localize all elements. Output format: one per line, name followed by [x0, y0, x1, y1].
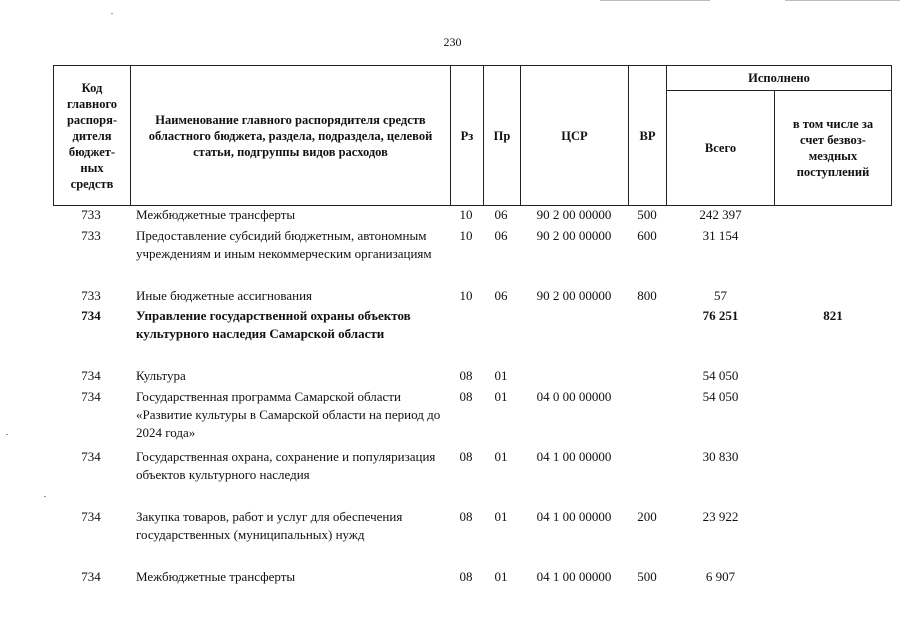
- cell-total: 31 154: [702, 228, 739, 243]
- cell-rz: 10: [459, 288, 473, 303]
- cell-rz: 08: [459, 569, 473, 584]
- header-rz: Рз: [450, 65, 484, 206]
- header-executed: Исполнено: [666, 65, 892, 91]
- cell-code: 733: [81, 207, 101, 222]
- cell-code: 734: [81, 569, 101, 584]
- header-total: Всего: [666, 90, 775, 206]
- cell-pr: 01: [494, 509, 508, 524]
- cell-pr: 01: [494, 569, 508, 584]
- header-csr: ЦСР: [520, 65, 629, 206]
- scan-speck: [6, 434, 8, 435]
- cell-pr: 01: [494, 389, 508, 404]
- cell-code: 734: [81, 389, 101, 404]
- cell-code: 734: [81, 368, 101, 383]
- scan-speck: [44, 496, 46, 497]
- cell-rz: 08: [459, 389, 473, 404]
- cell-vr: 200: [637, 509, 657, 524]
- header-code: Код главного распоря-дителя бюджет-ных средств: [53, 65, 131, 206]
- cell-code: 734: [81, 308, 101, 323]
- cell-free: 821: [823, 308, 843, 323]
- cell-code: 733: [81, 228, 101, 243]
- cell-pr: 06: [494, 207, 508, 222]
- cell-pr: 06: [494, 228, 508, 243]
- cell-name: Межбюджетные трансферты: [136, 569, 296, 584]
- cell-csr: 04 1 00 00000: [536, 449, 612, 464]
- cell-rz: 08: [459, 368, 473, 383]
- cell-rz: 10: [459, 207, 473, 222]
- cell-code: 733: [81, 288, 101, 303]
- cell-pr: 06: [494, 288, 508, 303]
- cell-pr: 01: [494, 449, 508, 464]
- cell-vr: 500: [637, 569, 657, 584]
- cell-name: Иные бюджетные ассигнования: [136, 288, 313, 303]
- cell-csr: 90 2 00 00000: [536, 288, 612, 303]
- cell-csr: 04 0 00 00000: [536, 389, 612, 404]
- cell-csr: 04 1 00 00000: [536, 509, 612, 524]
- cell-total: 54 050: [702, 368, 739, 383]
- cell-rz: 10: [459, 228, 473, 243]
- cell-pr: 01: [494, 368, 508, 383]
- cell-vr: 500: [637, 207, 657, 222]
- header-pr: Пр: [483, 65, 521, 206]
- scan-speck: [111, 13, 113, 14]
- cell-name: Закупка товаров, работ и услуг для обеспечения государственных (муниципальных) нужд: [136, 509, 403, 542]
- cell-csr: 04 1 00 00000: [536, 569, 612, 584]
- header-incl-free: в том числе за счет безвоз-мездных поступлений: [774, 90, 892, 206]
- cell-total: 54 050: [702, 389, 739, 404]
- cell-name: Культура: [136, 368, 186, 383]
- header-vr: ВР: [628, 65, 667, 206]
- cell-rz: 08: [459, 509, 473, 524]
- cell-vr: 600: [637, 228, 657, 243]
- cell-name: Государственная охрана, сохранение и популяризация объектов культурного наследия: [136, 449, 436, 482]
- cell-total: 57: [714, 288, 727, 303]
- page-number: 230: [443, 35, 462, 49]
- cell-name: Государственная программа Самарской области «Развитие культуры в Самарской области на период до 2024 года»: [136, 389, 441, 440]
- cell-name: Межбюджетные трансферты: [136, 207, 296, 222]
- cell-code: 734: [81, 449, 101, 464]
- cell-csr: 90 2 00 00000: [536, 207, 612, 222]
- cell-csr: 90 2 00 00000: [536, 228, 612, 243]
- scan-line: [785, 0, 900, 1]
- cell-total: 23 922: [702, 509, 739, 524]
- cell-name: Предоставление субсидий бюджетным, автономным учреждениям и иным некоммерческим организациям: [136, 228, 432, 261]
- cell-total: 242 397: [699, 207, 742, 222]
- cell-name: Управление государственной охраны объектов культурного наследия Самарской области: [136, 308, 411, 341]
- header-name: Наименование главного распорядителя средств областного бюджета, раздела, подраздела, целевой статьи, подгруппы видов расходов: [130, 65, 451, 206]
- cell-rz: 08: [459, 449, 473, 464]
- cell-total: 76 251: [702, 308, 739, 323]
- cell-total: 30 830: [702, 449, 739, 464]
- cell-total: 6 907: [705, 569, 736, 584]
- cell-vr: 800: [637, 288, 657, 303]
- scan-line: [600, 0, 710, 1]
- cell-code: 734: [81, 509, 101, 524]
